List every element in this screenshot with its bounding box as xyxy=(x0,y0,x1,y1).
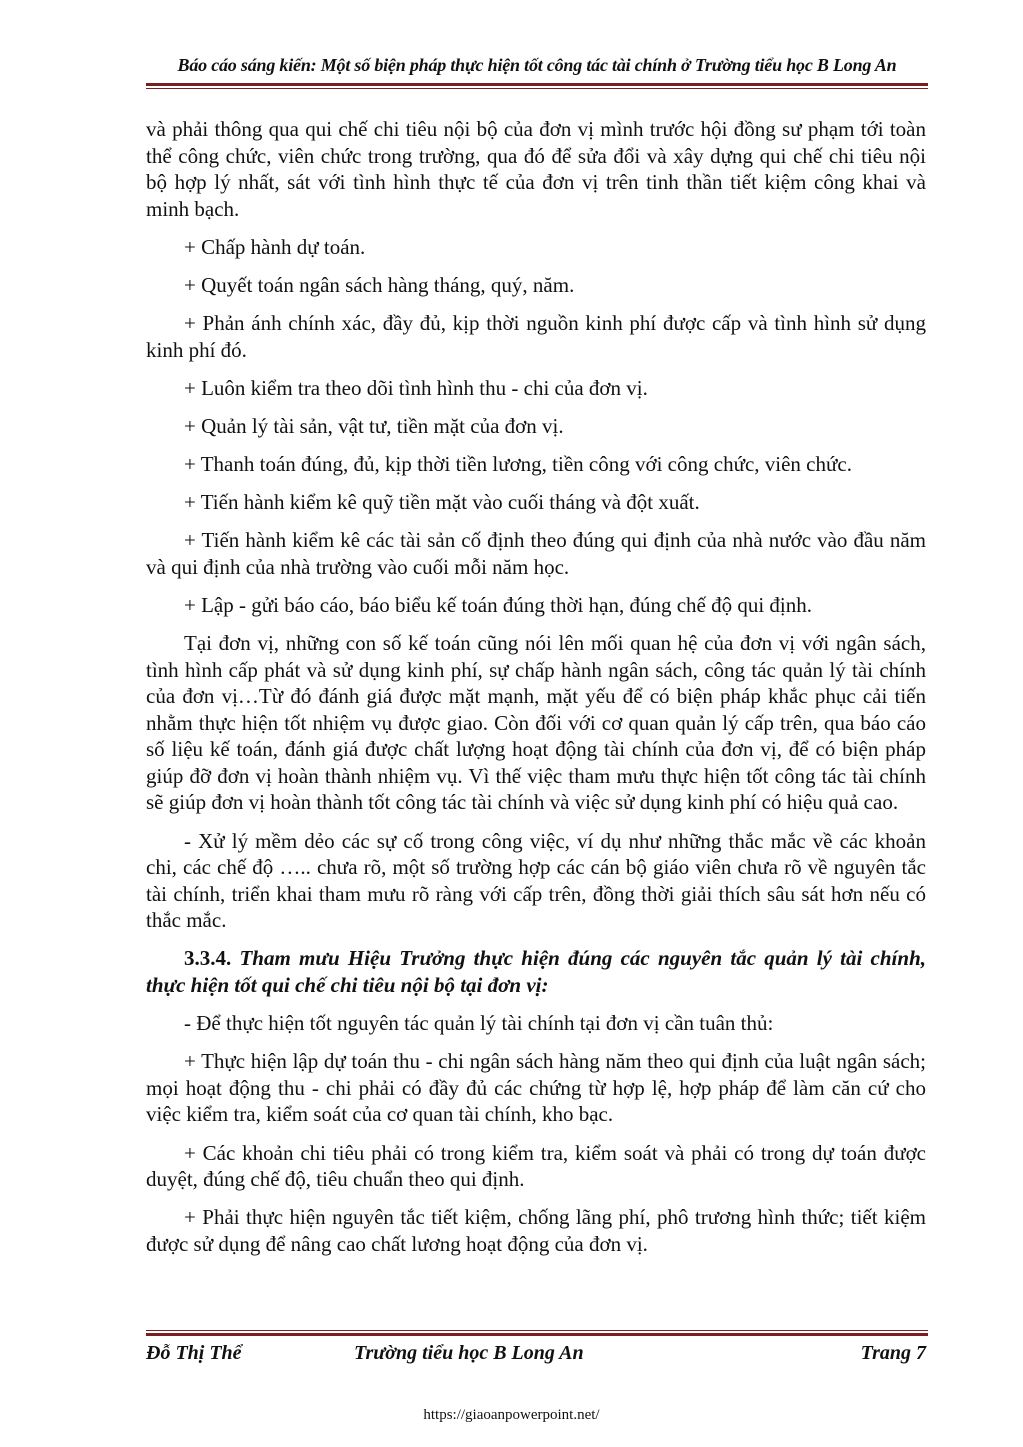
list-item: + Quyết toán ngân sách hàng tháng, quý, năm. xyxy=(184,272,575,297)
list-item: + Quản lý tài sản, vật tư, tiền mặt của đơn vị. xyxy=(184,413,564,438)
paragraph: - Để thực hiện tốt nguyên tác quản lý tài chính tại đơn vị cần tuân thủ: xyxy=(184,1011,774,1036)
section-title: Tham mưu Hiệu Trưởng thực hiện đúng các nguyên tắc quản lý tài chính, thực hiện tốt qui chế chi tiêu nội bộ tại đơn vị: xyxy=(146,946,927,998)
list-item: + Phải thực hiện nguyên tắc tiết kiệm, chống lãng phí, phô trương hình thức; tiết kiệm được sử dụng để nâng cao chất lương hoạt động của đơn vị. xyxy=(146,1205,926,1256)
footer-author: Đỗ Thị Thể xyxy=(146,1342,242,1364)
document-body xyxy=(146,116,926,1269)
list-item: + Thanh toán đúng, đủ, kịp thời tiền lương, tiền công với công chức, viên chức. xyxy=(184,451,852,476)
page-header-title: Báo cáo sáng kiến: Một số biện pháp thực hiện tốt công tác tài chính ở Trường tiểu học B Long An xyxy=(177,55,897,75)
list-item: + Phản ánh chính xác, đầy đủ, kịp thời nguồn kinh phí được cấp và tình hình sử dụng kinh phí đó. xyxy=(146,311,926,362)
paragraph: và phải thông qua qui chế chi tiêu nội bộ của đơn vị mình trước hội đồng sư phạm tới toàn thể công chức, viên chức trong trường, qua đó để sửa đổi và xây dựng qui chế chi tiêu nội bộ hợp lý nhất, sát với tình hình thực tế của đơn vị trên tinh thần tiết kiệm công khai và minh bạch. xyxy=(146,117,926,221)
footer-page-number: Trang 7 xyxy=(860,1342,926,1364)
list-item: + Luôn kiểm tra theo dõi tình hình thu - chi của đơn vị. xyxy=(184,375,648,400)
footer-school: Trường tiểu học B Long An xyxy=(354,1342,584,1364)
footer-divider xyxy=(146,1330,928,1336)
watermark-url: https://giaoanpowerpoint.net/ xyxy=(423,1407,600,1423)
section-heading xyxy=(146,945,926,998)
page-footer xyxy=(146,1342,926,1368)
list-item: + Tiến hành kiểm kê quỹ tiền mặt vào cuối tháng và đột xuất. xyxy=(184,490,700,515)
list-item: + Lập - gửi báo cáo, báo biểu kế toán đúng thời hạn, đúng chế độ qui định. xyxy=(184,592,813,617)
header-divider xyxy=(146,83,928,89)
section-number: 3.3.4. xyxy=(184,946,232,971)
paragraph: - Xử lý mềm dẻo các sự cố trong công việc, ví dụ như những thắc mắc về các khoản chi, các chế độ ….. chưa rõ, một số trường hợp các cán bộ giáo viên chưa rõ về nguyên tắc tài chính, triển khai tham mưu rõ ràng với cấp trên, đồng thời giải thích sâu sát hơn nếu có thắc mắc. xyxy=(146,828,926,933)
list-item: + Các khoản chi tiêu phải có trong kiểm tra, kiểm soát và phải có trong dự toán được duyệt, đúng chế độ, tiêu chuẩn theo qui định. xyxy=(146,1140,926,1192)
list-item: + Thực hiện lập dự toán thu - chi ngân sách hàng năm theo qui định của luật ngân sách; mọi hoạt động thu - chi phải có đầy đủ các chứng từ hợp lệ, hợp pháp để làm căn cứ cho việc kiểm tra, kiểm soát của cơ quan tài chính, kho bạc. xyxy=(146,1049,926,1127)
list-item: + Tiến hành kiểm kê các tài sản cố định theo đúng qui định của nhà nước vào đầu năm và qui định của nhà trường vào cuối mỗi năm học. xyxy=(146,528,926,579)
list-item: + Chấp hành dự toán. xyxy=(184,234,366,259)
paragraph: Tại đơn vị, những con số kế toán cũng nói lên mối quan hệ của đơn vị với ngân sách, tình hình cấp phát và sử dụng kinh phí, sự chấp hành ngân sách, công tác quản lý tài chính của đơn vị…Từ đó đánh giá được mặt mạnh, mặt yếu để có biện pháp khắc phục cải tiến nhằm thực hiện tốt nhiệm vụ được giao. Còn đối với cơ quan quản lý cấp trên, qua báo cáo số liệu kế toán, đánh giá được chất lượng hoạt động tài chính của đơn vị, để có biện pháp giúp đỡ đơn vị hoàn thành nhiệm vụ. Vì thế việc tham mưu thực hiện tốt công tác tài chính sẽ giúp đơn vị hoàn thành tốt công tác tài chính và việc sử dụng kinh phí có hiệu quả cao. xyxy=(146,630,926,815)
